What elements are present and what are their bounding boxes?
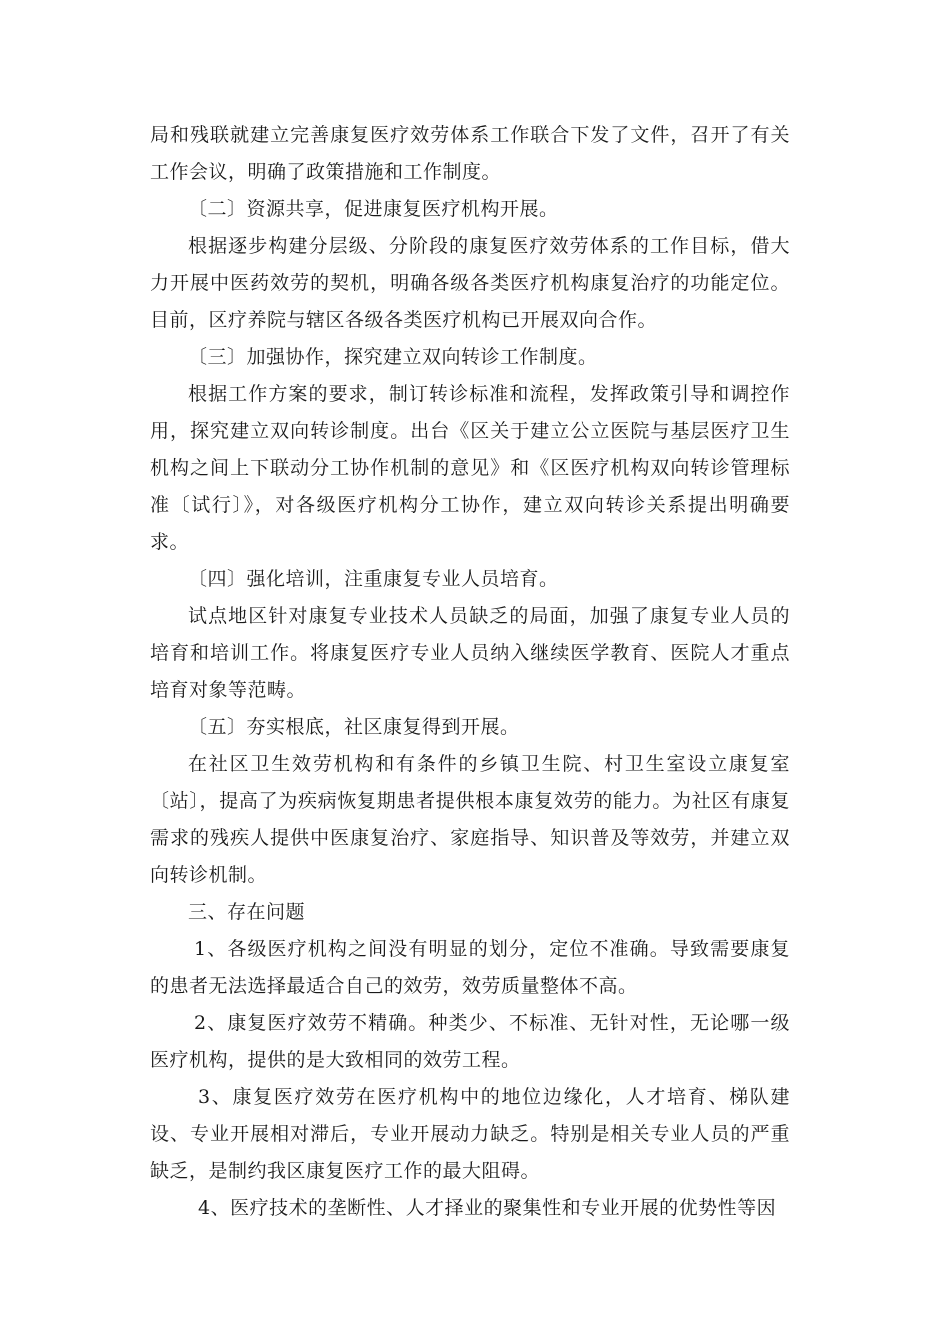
document-body: [150, 117, 790, 1227]
section-heading-3: 〔三〕加强协作，探究建立双向转诊工作制度。: [188, 346, 598, 368]
paragraph: 根据工作方案的要求，制订转诊标准和流程，发挥政策引导和调控作用，探究建立双向转诊制度。出台《区关于建立公立医院与基层医疗卫生机构之间上下联动分工协作机制的意见》和《区医疗机构双向转诊管理标准〔试行〕》，对各级医疗机构分工协作，建立双向转诊关系提出明确要求。: [150, 383, 790, 553]
paragraph: 试点地区针对康复专业技术人员缺乏的局面，加强了康复专业人员的培育和培训工作。将康复医疗专业人员纳入继续医学教育、医院人才重点培育对象等范畴。: [150, 605, 790, 701]
section-heading-4: 〔四〕强化培训，注重康复专业人员培育。: [188, 568, 559, 590]
section-heading-5: 〔五〕夯实根底，社区康复得到开展。: [188, 716, 520, 738]
section-heading-2: 〔二〕资源共享，促进康复医疗机构开展。: [188, 198, 559, 220]
list-item-1: 1、各级医疗机构之间没有明显的划分，定位不准确。导致需要康复的患者无法选择最适合自己的效劳，效劳质量整体不高。: [150, 938, 790, 997]
section-heading-problems: 三、存在问题: [188, 901, 306, 923]
list-item-3: 3、康复医疗效劳在医疗机构中的地位边缘化，人才培育、梯队建设、专业开展相对滞后，专业开展动力缺乏。特别是相关专业人员的严重缺乏，是制约我区康复医疗工作的最大阻碍。: [150, 1086, 790, 1182]
list-item-2: 2、康复医疗效劳不精确。种类少、不标准、无针对性，无论哪一级医疗机构，提供的是大致相同的效劳工程。: [150, 1012, 790, 1071]
list-item-4: 4、医疗技术的垄断性、人才择业的聚集性和专业开展的优势性等因: [198, 1197, 777, 1219]
paragraph-continuation: 局和残联就建立完善康复医疗效劳体系工作联合下发了文件，召开了有关工作会议，明确了政策措施和工作制度。: [150, 124, 790, 183]
paragraph: 在社区卫生效劳机构和有条件的乡镇卫生院、村卫生室设立康复室〔站〕，提高了为疾病恢复期患者提供根本康复效劳的能力。为社区有康复需求的残疾人提供中医康复治疗、家庭指导、知识普及等效劳，并建立双向转诊机制。: [150, 753, 790, 886]
paragraph: 根据逐步构建分层级、分阶段的康复医疗效劳体系的工作目标，借大力开展中医药效劳的契机，明确各级各类医疗机构康复治疗的功能定位。目前，区疗养院与辖区各级各类医疗机构已开展双向合作。: [150, 235, 790, 331]
